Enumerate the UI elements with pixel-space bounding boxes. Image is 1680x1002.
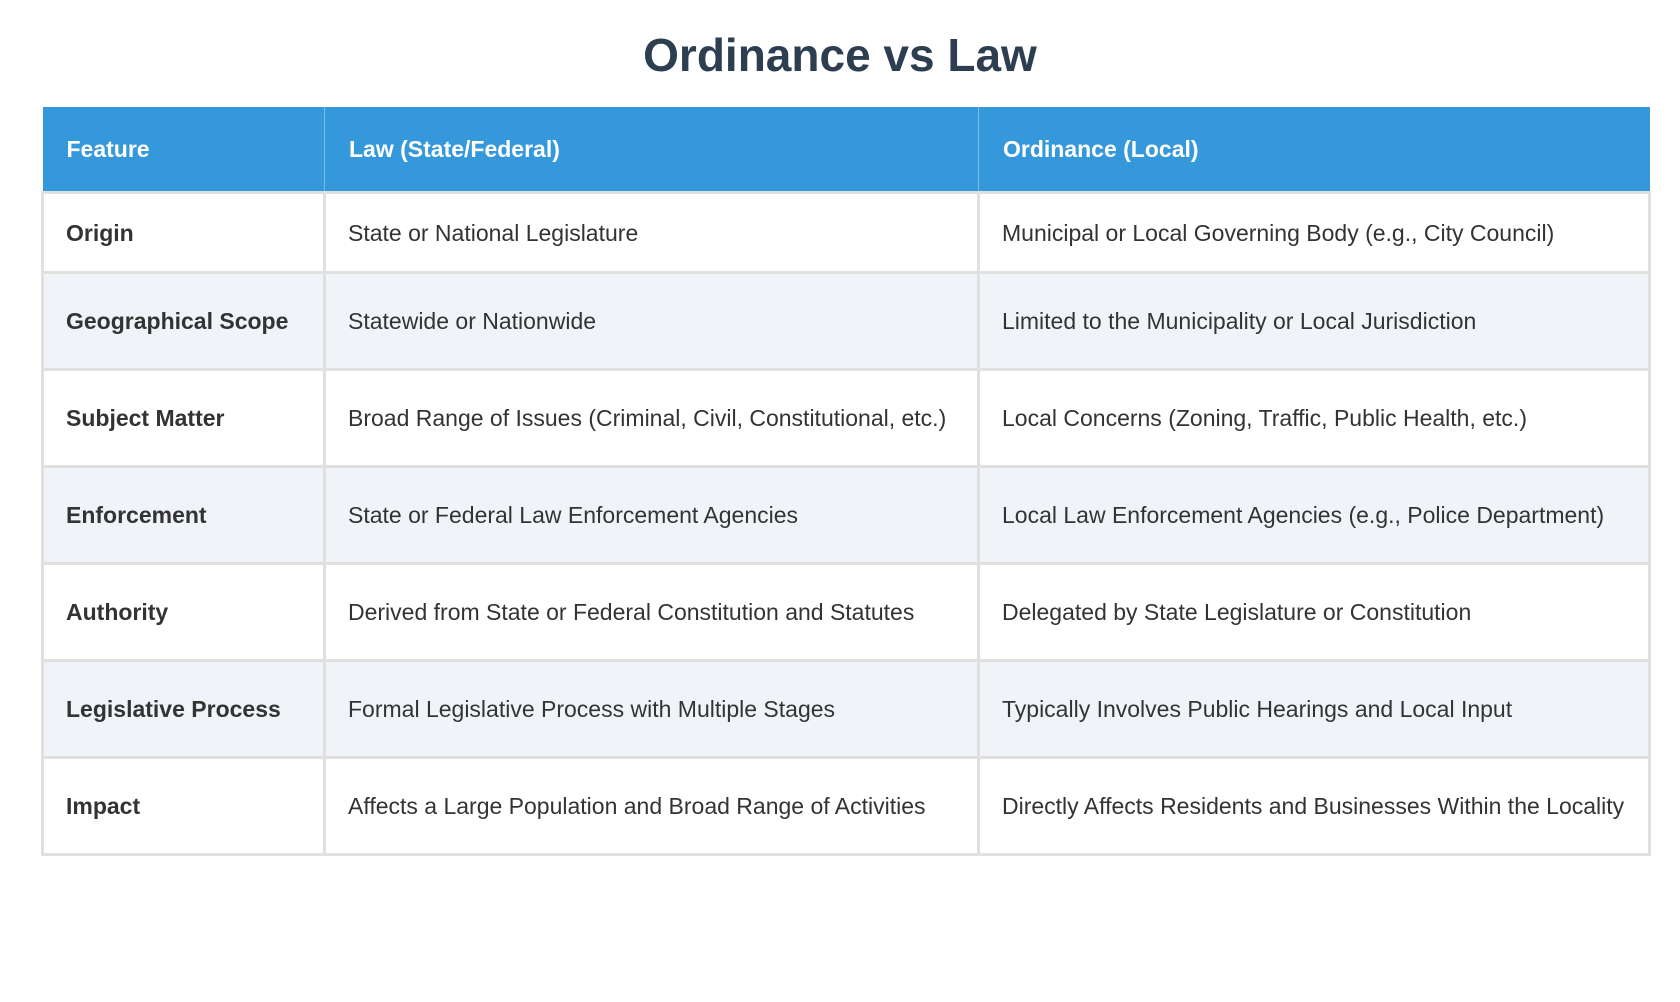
- header-feature: Feature: [43, 107, 325, 193]
- law-cell: State or National Legislature: [325, 193, 979, 273]
- table-row: [43, 564, 1650, 661]
- feature-cell: Enforcement: [43, 467, 325, 564]
- feature-cell: Geographical Scope: [43, 273, 325, 370]
- feature-cell: Subject Matter: [43, 370, 325, 467]
- law-cell: Statewide or Nationwide: [325, 273, 979, 370]
- ordinance-cell: Typically Involves Public Hearings and Local Input: [979, 661, 1650, 758]
- table-row: [43, 273, 1650, 370]
- law-cell: Derived from State or Federal Constitution and Statutes: [325, 564, 979, 661]
- law-cell: State or Federal Law Enforcement Agencies: [325, 467, 979, 564]
- ordinance-cell: Delegated by State Legislature or Constitution: [979, 564, 1650, 661]
- ordinance-cell: Municipal or Local Governing Body (e.g., City Council): [979, 193, 1650, 273]
- feature-cell: Authority: [43, 564, 325, 661]
- table-row: [43, 661, 1650, 758]
- comparison-table: [41, 107, 1651, 856]
- page-title: Ordinance vs Law: [643, 29, 1037, 81]
- law-cell: Affects a Large Population and Broad Range of Activities: [325, 758, 979, 855]
- table-row: [43, 467, 1650, 564]
- table-row: [43, 370, 1650, 467]
- ordinance-cell: Local Law Enforcement Agencies (e.g., Police Department): [979, 467, 1650, 564]
- feature-cell: Legislative Process: [43, 661, 325, 758]
- header-law: Law (State/Federal): [325, 107, 979, 193]
- header-ordinance: Ordinance (Local): [979, 107, 1650, 193]
- table-row: [43, 193, 1650, 273]
- ordinance-cell: Limited to the Municipality or Local Jurisdiction: [979, 273, 1650, 370]
- header-row: [43, 107, 1650, 193]
- table-row: [43, 758, 1650, 855]
- ordinance-cell: Local Concerns (Zoning, Traffic, Public Health, etc.): [979, 370, 1650, 467]
- law-cell: Broad Range of Issues (Criminal, Civil, Constitutional, etc.): [325, 370, 979, 467]
- law-cell: Formal Legislative Process with Multiple Stages: [325, 661, 979, 758]
- feature-cell: Impact: [43, 758, 325, 855]
- feature-cell: Origin: [43, 193, 325, 273]
- ordinance-cell: Directly Affects Residents and Businesses Within the Locality: [979, 758, 1650, 855]
